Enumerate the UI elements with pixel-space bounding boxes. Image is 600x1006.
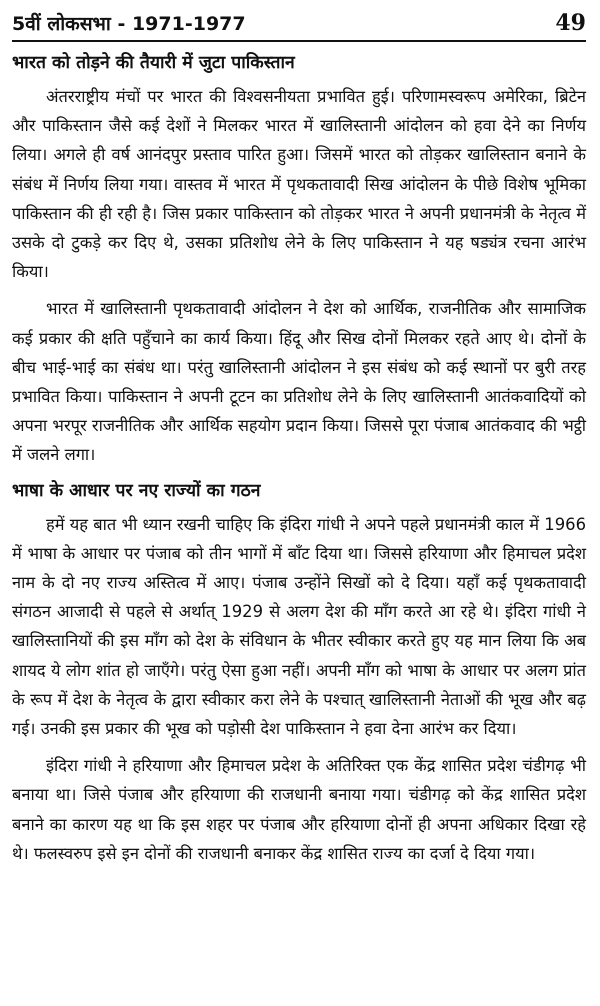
section-linguistic-states [12,478,586,868]
running-title: 5वीं लोकसभा - 1971-1977 [12,13,246,35]
paragraph: भारत में खालिस्तानी पृथकतावादी आंदोलन ने देश को आर्थिक, राजनीतिक और सामाजिक कई प्रकार की क्षति पहुँचाने का कार्य किया। हिंदू और सिख दोनों मिलकर रहते आए थे। दोनों के बीच भाई-भाई का संबंध था। परंतु खालिस्तानी आंदोलन ने इस संबंध को कई स्थानों पर बुरी तरह प्रभावित किया। पाकिस्तान ने अपनी टूटन का प्रतिशोध लेने के लिए खालिस्तानी आतंकवादियों को अपना भरपूर राजनीतिक और आर्थिक सहयोग प्रदान किया। जिससे पूरा पंजाब आतंकवाद की भट्ठी में जलने लगा। [12,299,586,465]
page-number: 49 [555,10,586,36]
paragraph: इंदिरा गांधी ने हरियाणा और हिमाचल प्रदेश के अतिरिक्त एक केंद्र शासित प्रदेश चंडीगढ़ भी बनाया था। जिसे पंजाब और हरियाणा की राजधानी बनाया गया। चंडीगढ़ को केंद्र शासित प्रदेश बनाने का कारण यह था कि इस शहर पर पंजाब और हरियाणा दोनों ही अपना अधिकार दिखा रहे थे। फलस्वरुप इसे इन दोनों की राजधानी बनाकर केंद्र शासित राज्य का दर्जा दे दिया गया। [12,756,586,863]
section-pakistan-plot [12,50,586,470]
section-heading: भाषा के आधार पर नए राज्यों का गठन [12,480,261,501]
header-rule [12,40,586,42]
running-header [12,6,586,36]
paragraph: हमें यह बात भी ध्यान रखनी चाहिए कि इंदिरा गांधी ने अपने पहले प्रधानमंत्री काल में 1966 में भाषा के आधार पर पंजाब को तीन भागों में बाँट दिया था। जिससे हरियाणा और हिमाचल प्रदेश नाम के दो नए राज्य अस्तित्व में आए। पंजाब उन्होंने सिखों को दे दिया। यहाँ कई पृथकतावादी संगठन आजादी से पहले से अर्थात् 1929 से अलग देश की माँग करते आ रहे थे। इंदिरा गांधी ने खालिस्तानियों की इस माँग को देश के संविधान के भीतर स्वीकार करते हुए यह मान लिया कि अब शायद ये लोग शांत हो जाएँगे। परंतु ऐसा हुआ नहीं। अपनी माँग को भाषा के आधार पर अलग प्रांत के रूप में देश के नेतृत्व के द्वारा स्वीकार करा लेने के पश्चात् खालिस्तानी नेताओं की भूख और बढ़ गई। उनकी इस प्रकार की भूख को पड़ोसी देश पाकिस्तान ने हवा देना आरंभ कर दिया। [12,514,586,739]
section-heading: भारत को तोड़ने की तैयारी में जुटा पाकिस्तान [12,53,295,73]
paragraph: अंतरराष्ट्रीय मंचों पर भारत की विश्वसनीयता प्रभावित हुई। परिणामस्वरूप अमेरिका, ब्रिटेन और पाकिस्तान जैसे कई देशों ने मिलकर भारत में खालिस्तानी आंदोलन को हवा देने का निर्णय लिया। अगले ही वर्ष आनंदपुर प्रस्ताव पारित हुआ। जिसमें भारत को तोड़कर खालिस्तान बनाने के संबंध में निर्णय लिया गया। वास्तव में भारत में पृथकतावादी सिख आंदोलन के पीछे विशेष भूमिका पाकिस्तान की ही रही है। जिस प्रकार पाकिस्तान को तोड़कर भारत ने अपनी प्रधानमंत्री के नेतृत्व में उसके दो टुकड़े कर दिए थे, उसका प्रतिशोध लेने के लिए पाकिस्तान ने यह षड्यंत्र रचना आरंभ किया। [12,87,586,282]
